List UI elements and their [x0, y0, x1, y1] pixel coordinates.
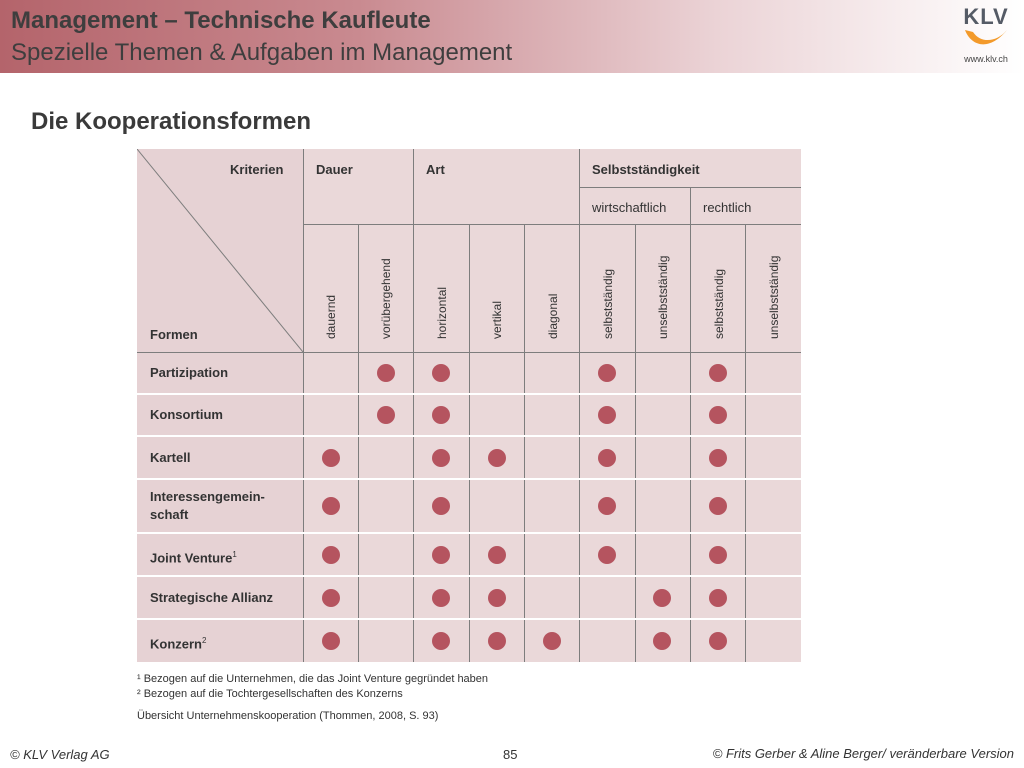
- grid-line: [690, 187, 691, 662]
- footer-copyright-right: © Frits Gerber & Aline Berger/ veränderbare Version: [712, 746, 1014, 761]
- table-cell-dot: [653, 632, 671, 650]
- column-header-rechtlich-unselbststaendig: unselbstständig: [767, 255, 781, 339]
- logo-text: KLV: [963, 4, 1009, 29]
- grid-line: [413, 149, 414, 662]
- subgroup-wirtschaftlich: wirtschaftlich: [592, 200, 667, 215]
- column-header-dauernd: dauernd: [324, 294, 338, 339]
- row-separator: [137, 618, 801, 620]
- table-cell-dot: [709, 497, 727, 515]
- grid-line: [579, 187, 801, 188]
- row-separator: [137, 532, 801, 534]
- table-cell-dot: [709, 546, 727, 564]
- column-header-diagonal: diagonal: [546, 293, 560, 339]
- table-cell-dot: [322, 546, 340, 564]
- column-header-voruebergehend: vorübergehend: [379, 258, 393, 339]
- grid-line: [303, 149, 304, 662]
- slide-title: Management – Technische Kaufleute: [11, 7, 431, 34]
- table-cell-dot: [709, 632, 727, 650]
- logo-url: www.klv.ch: [964, 54, 1008, 64]
- grid-line: [579, 149, 580, 662]
- table-cell-dot: [432, 632, 450, 650]
- table-cell-dot: [653, 589, 671, 607]
- page-number: 85: [503, 747, 518, 762]
- group-header-selbststaendigkeit: Selbstständigkeit: [592, 162, 700, 177]
- grid-line: [358, 224, 359, 662]
- table-cell-dot: [598, 406, 616, 424]
- table-cell-dot: [432, 406, 450, 424]
- slide-header: [0, 0, 1024, 73]
- table-cell-dot: [598, 546, 616, 564]
- column-header-wirtschaftlich-unselbststaendig: unselbstständig: [656, 255, 670, 339]
- table-cell-dot: [377, 406, 395, 424]
- klv-logo: [955, 4, 1017, 70]
- grid-line: [137, 352, 801, 353]
- source-note: Übersicht Unternehmenskooperation (Thommen, 2008, S. 93): [137, 710, 439, 722]
- row-separator: [137, 393, 801, 395]
- table-row-label: Konsortium: [150, 407, 223, 422]
- table-cell-dot: [709, 406, 727, 424]
- table-cell-dot: [543, 632, 561, 650]
- slide-subtitle: Spezielle Themen & Aufgaben im Management: [11, 39, 513, 66]
- corner-bottom-label: Formen: [150, 327, 198, 342]
- table-cell-dot: [709, 364, 727, 382]
- table-cell-dot: [432, 546, 450, 564]
- group-header-art: Art: [426, 162, 445, 177]
- table-cell-dot: [432, 589, 450, 607]
- grid-line: [745, 224, 746, 662]
- table-cell-dot: [432, 364, 450, 382]
- grid-line: [303, 224, 801, 225]
- table-cell-dot: [322, 632, 340, 650]
- footnote-2: ² Bezogen auf die Tochtergesellschaften des Konzerns: [137, 688, 403, 700]
- table-cell-dot: [709, 589, 727, 607]
- row-separator: [137, 575, 801, 577]
- column-header-horizontal: horizontal: [435, 286, 449, 339]
- table-row-label: Partizipation: [150, 365, 229, 380]
- footer-copyright-left: © KLV Verlag AG: [10, 747, 110, 762]
- table-cell-dot: [488, 449, 506, 467]
- subgroup-rechtlich: rechtlich: [703, 200, 752, 215]
- page-heading: Die Kooperationsformen: [31, 108, 312, 135]
- footnote-1: ¹ Bezogen auf die Unternehmen, die das Joint Venture gegründet haben: [137, 673, 489, 685]
- group-header-dauer: Dauer: [316, 162, 353, 177]
- column-header-rechtlich-selbststaendig: selbstständig: [712, 268, 726, 339]
- grid-line: [635, 224, 636, 662]
- column-header-wirtschaftlich-selbststaendig: selbstständig: [601, 268, 615, 339]
- table-cell-dot: [598, 364, 616, 382]
- table-row-label: Strategische Allianz: [150, 589, 274, 605]
- table-cell-dot: [598, 497, 616, 515]
- table-cell-dot: [598, 449, 616, 467]
- logo-swoosh-icon: [963, 24, 1009, 54]
- table-row-label: Konzern$^2$: [150, 635, 207, 651]
- table-cell-dot: [488, 589, 506, 607]
- row-separator: [137, 435, 801, 437]
- table-cell-dot: [322, 497, 340, 515]
- table-cell-dot: [322, 449, 340, 467]
- table-cell-dot: [377, 364, 395, 382]
- grid-line: [469, 224, 470, 662]
- table-row-label: Interessengemein- schaft: [150, 489, 265, 522]
- corner-top-label: Kriterien: [230, 162, 284, 177]
- table-cell-dot: [432, 449, 450, 467]
- table-cell-dot: [488, 546, 506, 564]
- column-header-vertikal: vertikal: [490, 300, 504, 339]
- table-row-label: Joint Venture$^1$: [150, 549, 237, 565]
- table-cell-dot: [709, 449, 727, 467]
- row-separator: [137, 478, 801, 480]
- table-cell-dot: [322, 589, 340, 607]
- cooperation-forms-table: [137, 149, 801, 662]
- footnote-marker: 2: [202, 635, 207, 645]
- table-row-label: Kartell: [150, 449, 191, 465]
- table-cell-dot: [488, 632, 506, 650]
- table-cell-dot: [432, 497, 450, 515]
- corner-diagonal: [137, 149, 303, 352]
- grid-line: [524, 224, 525, 662]
- footnote-marker: 1: [232, 549, 237, 559]
